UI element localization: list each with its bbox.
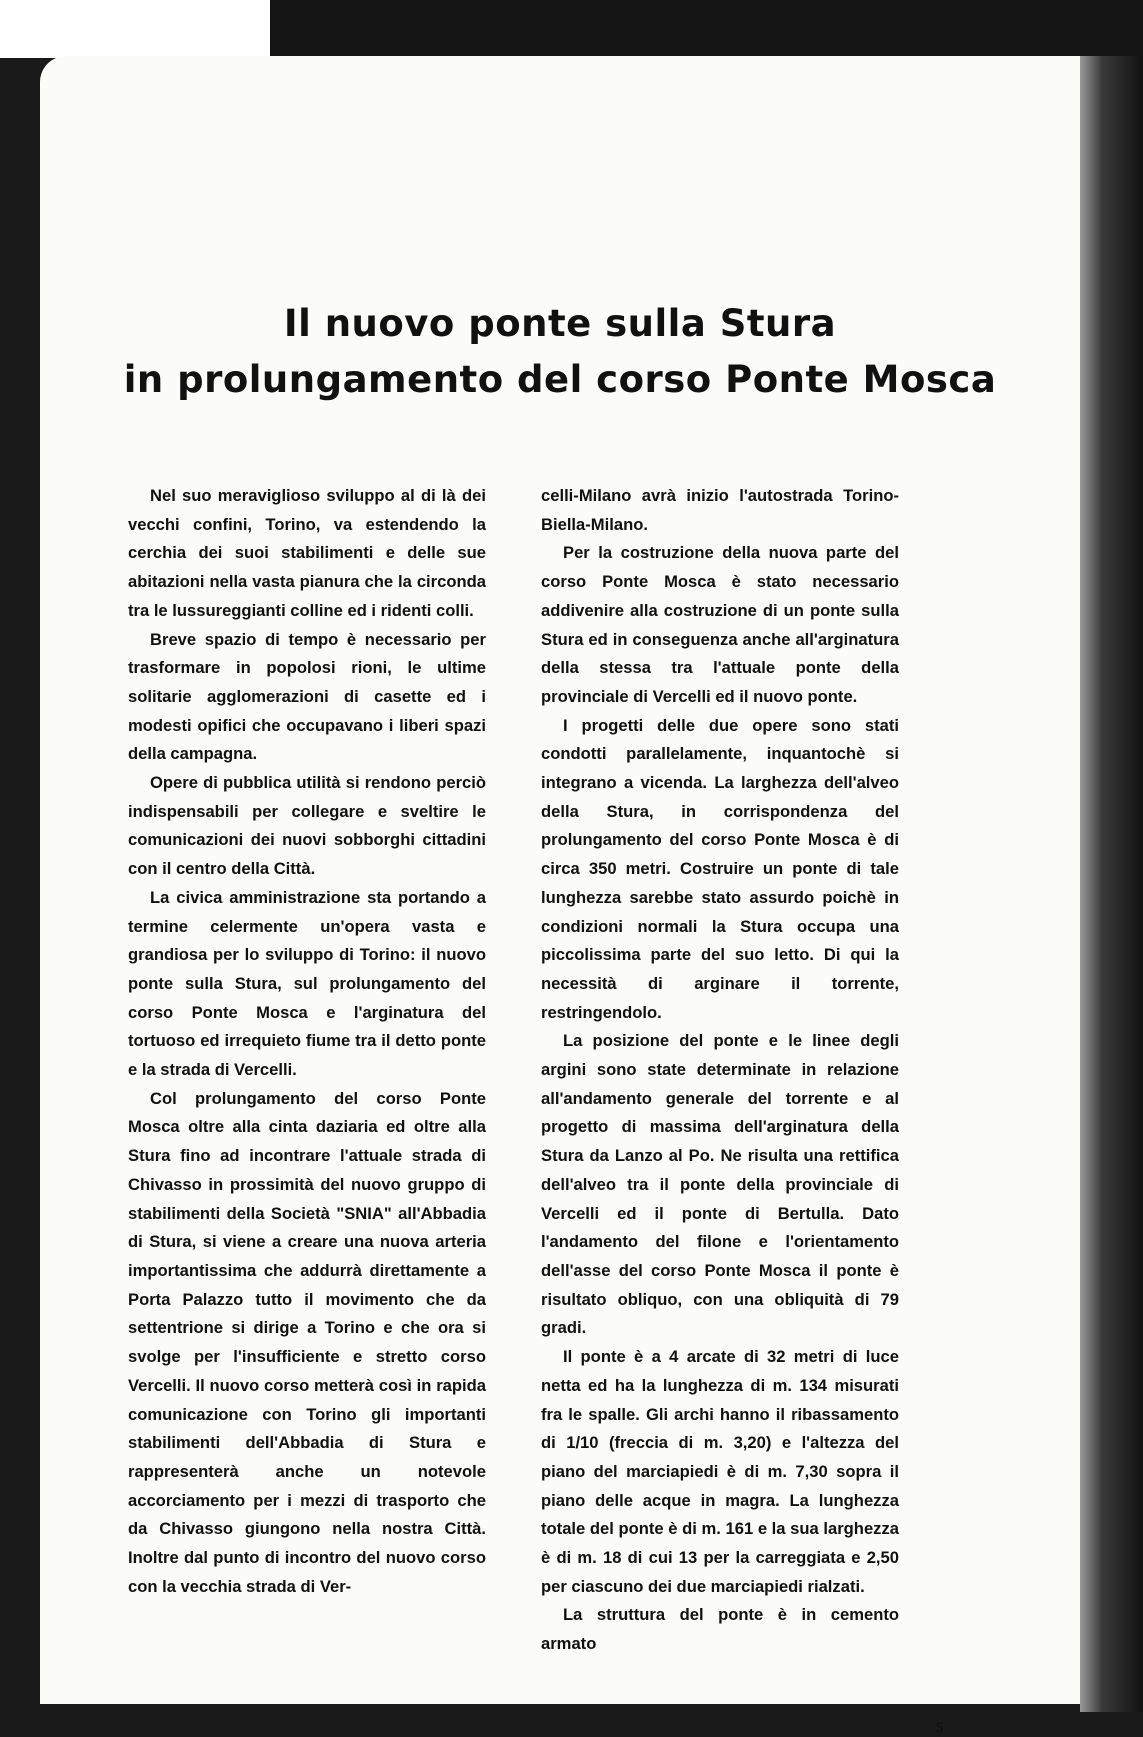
- article-title-line-2: in prolungamento del corso Ponte Mosca: [123, 358, 997, 401]
- paragraph: La civica amministrazione sta portando a termine celermente un'opera vasta e grandiosa per lo sviluppo di Torino: il nuovo ponte sulla Stura, sul prolungamento del corso Ponte Mosca e l'arginatura del tortuoso ed irrequieto fiume tra il detto ponte e la strada di Vercelli.: [128, 887, 486, 1080]
- paragraph: I progetti delle due opere sono stati condotti parallelamente, inquantochè si integrano a vicenda. La larghezza dell'alveo della Stura, in corrispondenza del prolungamento del corso Ponte Mosca è di circa 350 metri. Costruire un ponte di tale lunghezza sarebbe stato assurdo poichè in condizioni normali la Stura occupa una piccolissima parte del suo letto. Di qui la necessità di arginare il torrente, restringendolo.: [541, 715, 899, 1022]
- scan-border-right: [1080, 56, 1143, 1712]
- paragraph: La struttura del ponte è in cemento armato: [541, 1605, 899, 1654]
- paragraph: Opere di pubblica utilità si rendono perciò indispensabili per collegare e sveltire le comunicazioni dei nuovi sobborghi cittadini con il centro della Città.: [128, 773, 486, 879]
- paragraph: Col prolungamento del corso Ponte Mosca oltre alla cinta daziaria ed oltre alla Stura fino ad incontrare l'attuale strada di Chivasso in prossimità del nuovo gruppo di stabilimenti della Società "SNIA" all'Abbadia di Stura, si viene a creare una nuova arteria importantissima che addurrà direttamente a Porta Palazzo tutto il movimento che da settentrione si dirige a Torino e che ora si svolge per l'insufficiente e stretto corso Vercelli. Il nuovo corso metterà così in rapida comunicazione con Torino gli importanti stabilimenti dell'Abbadia di Stura e rappresenterà anche un notevole accorciamento per i mezzi di trasporto che da Chivasso giungono nella nostra Città. Inoltre dal punto di incontro del nuovo corso con la vecchia strada di Ver-: [128, 1088, 486, 1596]
- paragraph: Per la costruzione della nuova parte del corso Ponte Mosca è stato necessario addivenire alla costruzione di un ponte sulla Stura ed in conseguenza anche all'arginatura della stessa tra l'attuale ponte della provinciale di Vercelli ed il nuovo ponte.: [541, 543, 899, 706]
- text-column-right: [541, 482, 899, 1659]
- paragraph-continued: celli-Milano avrà inizio l'autostrada Torino-Biella-Milano.: [541, 486, 899, 534]
- paragraph: Nel suo meraviglioso sviluppo al di là dei vecchi confini, Torino, va estendendo la cerchia dei suoi stabilimenti e delle sue abitazioni nella vasta pianura che la circonda tra le lussureggianti colline ed i ridenti colli.: [128, 486, 486, 620]
- page-number: 5: [936, 1720, 944, 1736]
- paragraph: La posizione del ponte e le linee degli argini sono state determinate in relazione all'andamento generale del torrente e al progetto di massima dell'arginatura della Stura da Lanzo al Po. Ne risulta una rettifica dell'alveo tra il ponte della provinciale di Vercelli ed il ponte di Bertulla. Dato l'andamento del filone e l'orientamento dell'asse del corso Ponte Mosca il ponte è risultato obliquo, con una obliquità di 79 gradi.: [541, 1031, 899, 1338]
- paragraph: Breve spazio di tempo è necessario per trasformare in popolosi rioni, le ultime solitarie agglomerazioni di casette ed i modesti opifici che occupavano i liberi spazi della campagna.: [128, 629, 486, 764]
- document-page: [40, 56, 1080, 1736]
- paragraph: Il ponte è a 4 arcate di 32 metri di luce netta ed ha la lunghezza di m. 134 misurati fra le spalle. Gli archi hanno il ribassamento di 1/10 (freccia di m. 3,20) e l'altezza del piano del marciapiedi è di m. 7,30 sopra il piano delle acque in magra. La lunghezza totale del ponte è di m. 161 e la sua larghezza è di m. 18 di cui 13 per la carreggiata e 2,50 per ciascuno dei due marciapiedi rialzati.: [541, 1347, 899, 1596]
- scan-shadow-top: [270, 0, 1143, 58]
- article-title-line-1: Il nuovo ponte sulla Stura: [283, 302, 837, 345]
- text-column-left: [128, 482, 486, 1601]
